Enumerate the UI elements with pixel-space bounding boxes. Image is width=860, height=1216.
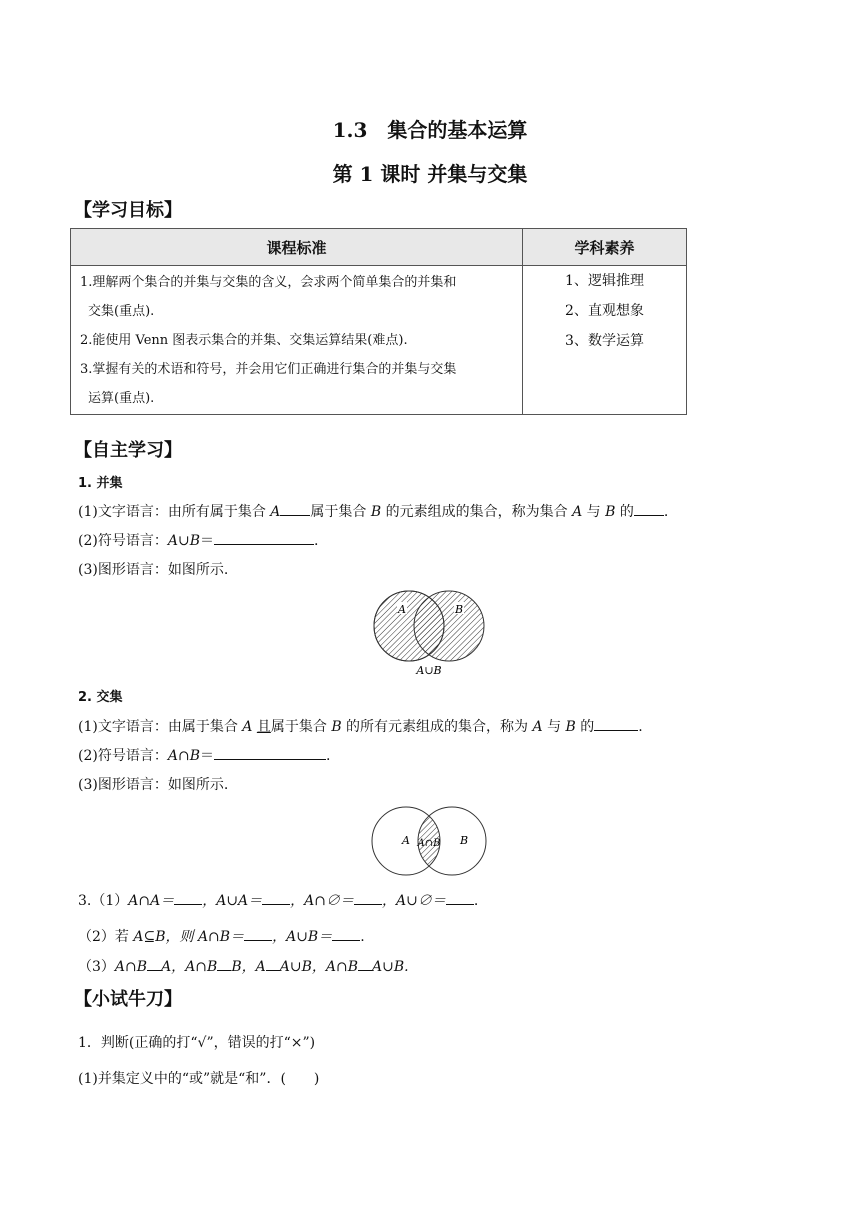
objectives-heading: 【学习目标】 — [74, 200, 182, 221]
union-venn-diagram — [370, 588, 488, 678]
venn-caption: A∪B — [416, 664, 442, 677]
col-header-standard: 课程标准 — [71, 229, 523, 266]
blank[interactable] — [266, 956, 280, 971]
blank[interactable] — [354, 890, 382, 905]
intersection-title: 2. 交集 — [78, 690, 123, 705]
literacy-item: 1、逻辑推理 — [565, 273, 644, 289]
blank[interactable] — [147, 956, 161, 971]
intersection-text-language: (1)文字语言：由属于集合 A 且属于集合 B 的所有元素组成的集合，称为 A 与 B 的 . — [78, 716, 643, 736]
blank[interactable] — [244, 926, 272, 941]
practice-q1: 1．判断(正确的打“√”，错误的打“×”) — [78, 1035, 316, 1051]
standard-cell — [71, 266, 523, 415]
blank[interactable] — [634, 501, 664, 516]
literacy-item: 3、数学运算 — [565, 333, 644, 349]
q3-part1: 3.（1）A∩A＝ ，A∪A＝ ，A∩∅＝ ，A∪∅＝ . — [78, 890, 478, 910]
union-graphic-language: (3)图形语言：如图所示. — [78, 562, 229, 578]
objectives-table — [70, 228, 687, 415]
blank[interactable] — [262, 890, 290, 905]
self-study-heading: 【自主学习】 — [74, 440, 182, 461]
intersection-venn-diagram — [368, 805, 490, 879]
literacy-item: 2、直观想象 — [565, 303, 644, 319]
literacy-cell — [523, 266, 687, 415]
standard-line: 交集(重点). — [88, 304, 155, 319]
q3-part2: （2）若 A⊆B，则 A∩B＝ ，A∪B＝ . — [78, 926, 365, 946]
standard-line: 3.掌握有关的术语和符号，并会用它们正确进行集合的并集与交集 — [80, 362, 457, 377]
blank[interactable] — [446, 890, 474, 905]
intersection-symbol-language: (2)符号语言：A∩B＝ . — [78, 745, 330, 765]
blank[interactable] — [332, 926, 360, 941]
blank[interactable] — [214, 745, 326, 760]
page-subtitle: 第 1 课时 并集与交集 — [332, 162, 528, 186]
practice-heading: 【小试牛刀】 — [74, 989, 182, 1010]
q3-part3: （3）A∩B A，A∩B B，A A∪B，A∩B A∪B. — [78, 956, 409, 976]
blank[interactable] — [174, 890, 202, 905]
standard-line: 2.能使用 Venn 图表示集合的并集、交集运算结果(难点). — [80, 333, 408, 348]
venn-label-b: B — [459, 834, 469, 847]
standard-line: 1.理解两个集合的并集与交集的含义，会求两个简单集合的并集和 — [80, 275, 457, 290]
standard-line: 运算(重点). — [88, 391, 155, 406]
blank[interactable] — [214, 530, 314, 545]
union-symbol-language: (2)符号语言：A∪B＝ . — [78, 530, 318, 550]
col-header-literacy: 学科素养 — [523, 229, 687, 266]
venn-label-intersection: A∩B — [417, 838, 441, 849]
venn-label-a: A — [402, 834, 410, 847]
page-title: 1.3 集合的基本运算 — [332, 118, 528, 142]
union-text-language: (1)文字语言：由所有属于集合 A 属于集合 B 的元素组成的集合，称为集合 A 与 B 的 . — [78, 501, 668, 521]
venn-label-a: A — [398, 603, 406, 616]
practice-q1-item1: (1)并集定义中的“或”就是“和”．( ) — [78, 1071, 320, 1087]
venn-label-b: B — [454, 603, 464, 616]
union-title: 1. 并集 — [78, 476, 123, 491]
blank[interactable] — [594, 716, 638, 731]
blank[interactable] — [217, 956, 231, 971]
blank[interactable] — [358, 956, 372, 971]
blank[interactable] — [280, 501, 310, 516]
intersection-graphic-language: (3)图形语言：如图所示. — [78, 777, 229, 793]
